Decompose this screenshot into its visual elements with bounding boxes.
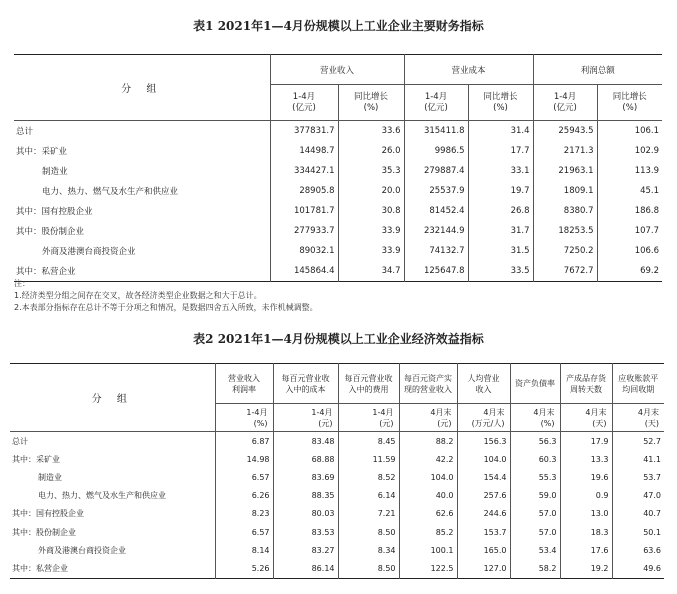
row-label: 其中：私营企业: [12, 563, 68, 573]
cell-value: 63.6: [612, 541, 664, 559]
header-line: 利润率: [232, 384, 256, 394]
header-line: (天): [644, 418, 659, 428]
cell-value: 186.8: [597, 201, 662, 221]
sub-header: [270, 85, 338, 121]
column-header: [457, 364, 510, 404]
cell-value: 113.9: [597, 161, 662, 181]
header-line: (天): [592, 418, 607, 428]
cell-value: 18.3: [560, 523, 612, 541]
cell-value: 104.0: [457, 450, 510, 468]
header-line: (%): [622, 102, 638, 113]
cell-value: 25943.5: [533, 121, 597, 142]
cell-value: 11.59: [338, 450, 399, 468]
column-header: [560, 364, 612, 404]
row-label: 其中：国有控股企业: [12, 509, 84, 519]
unit-header: [399, 404, 457, 432]
cell-value: 17.6: [560, 541, 612, 559]
cell-value: 6.57: [215, 523, 273, 541]
cell-value: 88.2: [399, 432, 457, 451]
header-line: 4月末: [533, 407, 555, 417]
cell-value: 88.35: [273, 487, 338, 505]
cell-value: 25537.9: [404, 181, 468, 201]
row-label: 总计: [12, 436, 28, 446]
cell-value: 277933.7: [270, 221, 338, 241]
cell-value: 42.2: [399, 450, 457, 468]
cell-value: 377831.7: [270, 121, 338, 142]
cell-value: 41.1: [612, 450, 664, 468]
cell-value: 74132.7: [404, 241, 468, 261]
cell-value: 81452.4: [404, 201, 468, 221]
col-group-profit: 利润总额: [533, 55, 662, 85]
row-label: 制造业: [38, 472, 62, 482]
header-line: (%): [363, 102, 379, 113]
column-header: [215, 364, 273, 404]
sub-header: [338, 85, 404, 121]
row-label: 其中：采矿业: [12, 454, 60, 464]
cell-value: 7.21: [338, 505, 399, 523]
cell-value: 33.6: [338, 121, 404, 142]
cell-value: 33.9: [338, 221, 404, 241]
table-row: [14, 161, 662, 181]
cell-value: 21963.1: [533, 161, 597, 181]
cell-value: 101781.7: [270, 201, 338, 221]
cell-value: 56.3: [510, 432, 560, 451]
cell-value: 57.0: [510, 523, 560, 541]
col-group-revenue: 营业收入: [270, 55, 404, 85]
cell-value: 50.1: [612, 523, 664, 541]
cell-value: 8380.7: [533, 201, 597, 221]
header-line: 每百元营业收: [281, 373, 330, 383]
cell-value: 34.7: [338, 261, 404, 282]
cell-value: 106.6: [597, 241, 662, 261]
cell-value: 80.03: [273, 505, 338, 523]
cell-value: 127.0: [457, 559, 510, 578]
table-row: [14, 201, 662, 221]
cell-value: 8.50: [338, 523, 399, 541]
cell-value: 6.26: [215, 487, 273, 505]
cell-value: 26.0: [338, 141, 404, 161]
cell-value: 52.7: [612, 432, 664, 451]
cell-value: 57.0: [510, 505, 560, 523]
cell-value: 13.3: [560, 450, 612, 468]
financial-indicators-table: [14, 54, 662, 282]
cell-value: 102.9: [597, 141, 662, 161]
row-label: 电力、热力、燃气及水生产和供应业: [38, 491, 166, 501]
header-line: 1-4月: [311, 407, 333, 417]
header-line: (元): [437, 418, 452, 428]
cell-value: 83.69: [273, 468, 338, 486]
header-line: 周转天数: [570, 384, 602, 394]
header-line: 4月末: [483, 407, 505, 417]
header-line: (万元/人): [471, 418, 505, 428]
cell-value: 31.4: [468, 121, 533, 142]
unit-header: [612, 404, 664, 432]
cell-value: 33.5: [468, 261, 533, 282]
cell-value: 33.9: [338, 241, 404, 261]
table-row: [10, 505, 664, 523]
efficiency-indicators-table: [10, 363, 664, 579]
header-line: (亿元): [292, 102, 316, 113]
cell-value: 45.1: [597, 181, 662, 201]
unit-header: [457, 404, 510, 432]
header-line: 营业收入: [228, 373, 260, 383]
header-line: (亿元): [424, 102, 448, 113]
cell-value: 122.5: [399, 559, 457, 578]
cell-value: 8.34: [338, 541, 399, 559]
cell-value: 58.2: [510, 559, 560, 578]
header-line: 入中的成本: [285, 384, 326, 394]
header-line: 同比增长: [354, 91, 389, 102]
cell-value: 28905.8: [270, 181, 338, 201]
cell-value: 40.7: [612, 505, 664, 523]
cell-value: 59.0: [510, 487, 560, 505]
cell-value: 49.6: [612, 559, 664, 578]
table2-title: 表2 2021年1—4月份规模以上工业企业经济效益指标: [193, 332, 484, 346]
group-header: 分 组: [10, 364, 215, 432]
cell-value: 125647.8: [404, 261, 468, 282]
table-row: [10, 468, 664, 486]
header-line: 4月末: [585, 407, 607, 417]
cell-value: 7672.7: [533, 261, 597, 282]
column-header: [338, 364, 399, 404]
row-label: 其中：股份制企业: [16, 227, 85, 237]
cell-value: 19.7: [468, 181, 533, 201]
cell-value: 9986.5: [404, 141, 468, 161]
cell-value: 40.0: [399, 487, 457, 505]
cell-value: 2171.3: [533, 141, 597, 161]
cell-value: 13.0: [560, 505, 612, 523]
cell-value: 6.14: [338, 487, 399, 505]
unit-header: [338, 404, 399, 432]
cell-value: 8.23: [215, 505, 273, 523]
table-row: [10, 450, 664, 468]
cell-value: 100.1: [399, 541, 457, 559]
cell-value: 53.4: [510, 541, 560, 559]
group-header: 分 组: [14, 55, 270, 121]
row-label: 外商及港澳台商投资企业: [38, 545, 126, 555]
row-label: 其中：股份制企业: [12, 527, 76, 537]
note-line: 1.经济类型分组之间存在交叉，故各经济类型企业数据之和大于总计。: [14, 291, 262, 300]
table-row: [10, 541, 664, 559]
header-line: 1-4月: [246, 407, 268, 417]
unit-header: [215, 404, 273, 432]
cell-value: 26.8: [468, 201, 533, 221]
header-line: 1-4月: [553, 91, 577, 102]
header-line: 现的营业收入: [404, 384, 452, 394]
unit-header: [510, 404, 560, 432]
note-line: 注：: [14, 279, 30, 288]
table-row: [14, 181, 662, 201]
cell-value: 47.0: [612, 487, 664, 505]
cell-value: 104.0: [399, 468, 457, 486]
header-line: 收入: [475, 384, 492, 394]
cell-value: 153.7: [457, 523, 510, 541]
cell-value: 30.8: [338, 201, 404, 221]
cell-value: 69.2: [597, 261, 662, 282]
cell-value: 85.2: [399, 523, 457, 541]
cell-value: 106.1: [597, 121, 662, 142]
table-row: [14, 141, 662, 161]
header-line: (亿元): [553, 102, 577, 113]
table-row: [10, 559, 664, 578]
cell-value: 232144.9: [404, 221, 468, 241]
header-line: 资产负债率: [515, 379, 555, 388]
column-header: [399, 364, 457, 404]
note-line: 2.本表部分指标存在总计不等于分项之和情况，是数据四舍五入所致，未作机械调整。: [14, 303, 318, 312]
table1-notes: [14, 278, 318, 314]
column-header: [612, 364, 664, 404]
cell-value: 107.7: [597, 221, 662, 241]
sub-header: [597, 85, 662, 121]
sub-header: [468, 85, 533, 121]
cell-value: 14.98: [215, 450, 273, 468]
row-label: 电力、热力、燃气及水生产和供应业: [42, 187, 179, 197]
cell-value: 0.9: [560, 487, 612, 505]
cell-value: 53.7: [612, 468, 664, 486]
cell-value: 89032.1: [270, 241, 338, 261]
header-line: 每百元营业收: [344, 373, 393, 383]
sub-header: [404, 85, 468, 121]
cell-value: 244.6: [457, 505, 510, 523]
header-line: 应收账款平: [618, 373, 659, 383]
header-line: 人均营业: [467, 373, 500, 383]
cell-value: 19.6: [560, 468, 612, 486]
table-row: [10, 487, 664, 505]
table-row: [14, 221, 662, 241]
header-line: 1-4月: [372, 407, 394, 417]
row-label: 外商及港澳台商投资企业: [42, 247, 136, 257]
cell-value: 8.14: [215, 541, 273, 559]
header-line: 4月末: [430, 407, 452, 417]
cell-value: 31.7: [468, 221, 533, 241]
cell-value: 17.7: [468, 141, 533, 161]
cell-value: 156.3: [457, 432, 510, 451]
cell-value: 165.0: [457, 541, 510, 559]
header-line: 4月末: [637, 407, 659, 417]
column-header: [510, 364, 560, 404]
cell-value: 334427.1: [270, 161, 338, 181]
cell-value: 18253.5: [533, 221, 597, 241]
cell-value: 1809.1: [533, 181, 597, 201]
sub-header: [533, 85, 597, 121]
cell-value: 5.26: [215, 559, 273, 578]
header-line: 产成品存货: [566, 373, 606, 383]
cell-value: 55.3: [510, 468, 560, 486]
cell-value: 62.6: [399, 505, 457, 523]
cell-value: 8.45: [338, 432, 399, 451]
table-row: [10, 432, 664, 451]
column-header: [273, 364, 338, 404]
header-line: (元): [379, 418, 394, 428]
row-label: 其中：采矿业: [16, 147, 68, 157]
cell-value: 257.6: [457, 487, 510, 505]
header-line: 同比增长: [612, 91, 647, 102]
cell-value: 19.2: [560, 559, 612, 578]
unit-header: [273, 404, 338, 432]
cell-value: 145864.4: [270, 261, 338, 282]
cell-value: 60.3: [510, 450, 560, 468]
cell-value: 20.0: [338, 181, 404, 201]
cell-value: 83.53: [273, 523, 338, 541]
table-row: [14, 121, 662, 142]
table-row: [10, 523, 664, 541]
cell-value: 31.5: [468, 241, 533, 261]
header-line: 每百元资产实: [404, 373, 452, 383]
cell-value: 8.50: [338, 559, 399, 578]
header-line: 均回收期: [622, 384, 655, 394]
col-group-cost: 营业成本: [404, 55, 533, 85]
cell-value: 8.52: [338, 468, 399, 486]
header-line: 1-4月: [292, 91, 316, 102]
cell-value: 17.9: [560, 432, 612, 451]
row-label: 其中：私营企业: [16, 267, 76, 277]
header-line: 1-4月: [424, 91, 448, 102]
cell-value: 6.57: [215, 468, 273, 486]
table-row: [14, 241, 662, 261]
cell-value: 83.48: [273, 432, 338, 451]
cell-value: 315411.8: [404, 121, 468, 142]
cell-value: 6.87: [215, 432, 273, 451]
header-line: 入中的费用: [348, 384, 389, 394]
table1-title: 表1 2021年1—4月份规模以上工业企业主要财务指标: [193, 19, 484, 33]
header-line: (%): [253, 418, 268, 428]
row-label: 制造业: [42, 167, 68, 177]
unit-header: [560, 404, 612, 432]
header-line: 同比增长: [483, 91, 518, 102]
cell-value: 83.27: [273, 541, 338, 559]
header-line: (%): [493, 102, 508, 113]
header-line: (元): [318, 418, 333, 428]
cell-value: 7250.2: [533, 241, 597, 261]
cell-value: 154.4: [457, 468, 510, 486]
cell-value: 33.1: [468, 161, 533, 181]
cell-value: 14498.7: [270, 141, 338, 161]
row-label: 总计: [16, 127, 34, 137]
header-line: (%): [540, 418, 555, 428]
cell-value: 68.88: [273, 450, 338, 468]
cell-value: 279887.4: [404, 161, 468, 181]
cell-value: 86.14: [273, 559, 338, 578]
row-label: 其中：国有控股企业: [16, 207, 93, 217]
cell-value: 35.3: [338, 161, 404, 181]
